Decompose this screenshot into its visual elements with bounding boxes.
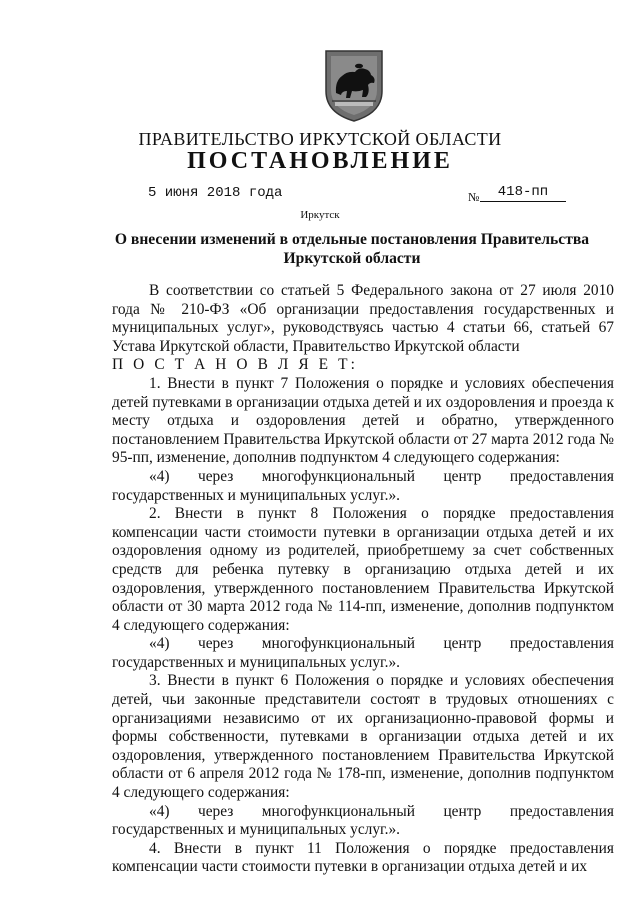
document-number: 418-пп [480, 184, 566, 202]
document-title [112, 230, 592, 268]
subclause-paragraph: «4) через многофункциональный центр предоставления государственных и муниципальных услуг.». [112, 802, 614, 839]
document-title-line: О внесении изменений в отдельные постановления Правительства [114, 231, 590, 248]
organization-name: ПРАВИТЕЛЬСТВО ИРКУТСКОЙ ОБЛАСТИ [138, 129, 502, 149]
subclause-paragraph: «4) через многофункциональный центр предоставления государственных и муниципальных услуг.». [112, 635, 614, 671]
city-name: Иркутск [300, 209, 340, 221]
document-body [112, 282, 614, 877]
document-date: 5 июня 2018 года [148, 185, 283, 201]
resolves-heading: П О С Т А Н О В Л Я Е Т: [112, 356, 359, 374]
subclause-paragraph: «4) через многофункциональный центр предоставления государственных и муниципальных услуг.». [112, 467, 614, 504]
number-sign: № [468, 190, 480, 204]
clause-paragraph: 3. Внести в пункт 6 Положения о порядке и условиях обеспечения детей, чьи законные представители состоят в трудовых отношениях с организациями независимо от их организационно-правовой формы и формы собственности, путевками в организации отдыха детей и их оздоровления, утвержденного постановлением Правительства Иркутской области от 6 апреля 2012 года № 178-пп, изменение, дополнив подпунктом 4 следующего содержания: [112, 672, 614, 802]
clause-paragraph: 1. Внести в пункт 7 Положения о порядке и условиях обеспечения детей путевками в организации отдыха детей и их оздоровления и проезда к месту отдыха и оздоровления детей и обратно, утвержденного постановлением Правительства Иркутской области от 27 марта 2012 года № 95-пп, изменение, дополнив подпунктом 4 следующего содержания: [112, 374, 614, 467]
clause-paragraph: 4. Внести в пункт 11 Положения о порядке предоставления компенсации части стоимости путевки в организации отдыха детей и их [112, 839, 614, 876]
irkutsk-coat-of-arms-icon [322, 45, 386, 123]
document-type: ПОСТАНОВЛЕНИЕ [187, 148, 453, 174]
clause-paragraph: 2. Внести в пункт 8 Положения о порядке предоставления компенсации части стоимости путевки в организации отдыха детей и их оздоровления одному из родителей, приобретшему за счет собственных средств для ребенка путевку в организацию отдыха детей и их оздоровления, утвержденного постановлением Правительства Иркутской области от 30 марта 2012 года № 114-пп, изменение, дополнив подпунктом 4 следующего содержания: [112, 505, 614, 634]
preamble-paragraph: В соответствии со статьей 5 Федерального закона от 27 июля 2010 года № 210-ФЗ «Об организации предоставления государственных и муниципальных услуг», руководствуясь частью 4 статьи 66, статьей 67 Устава Иркутской области, Правительство Иркутской области [112, 282, 614, 355]
document-title-line: Иркутской области [283, 250, 421, 267]
